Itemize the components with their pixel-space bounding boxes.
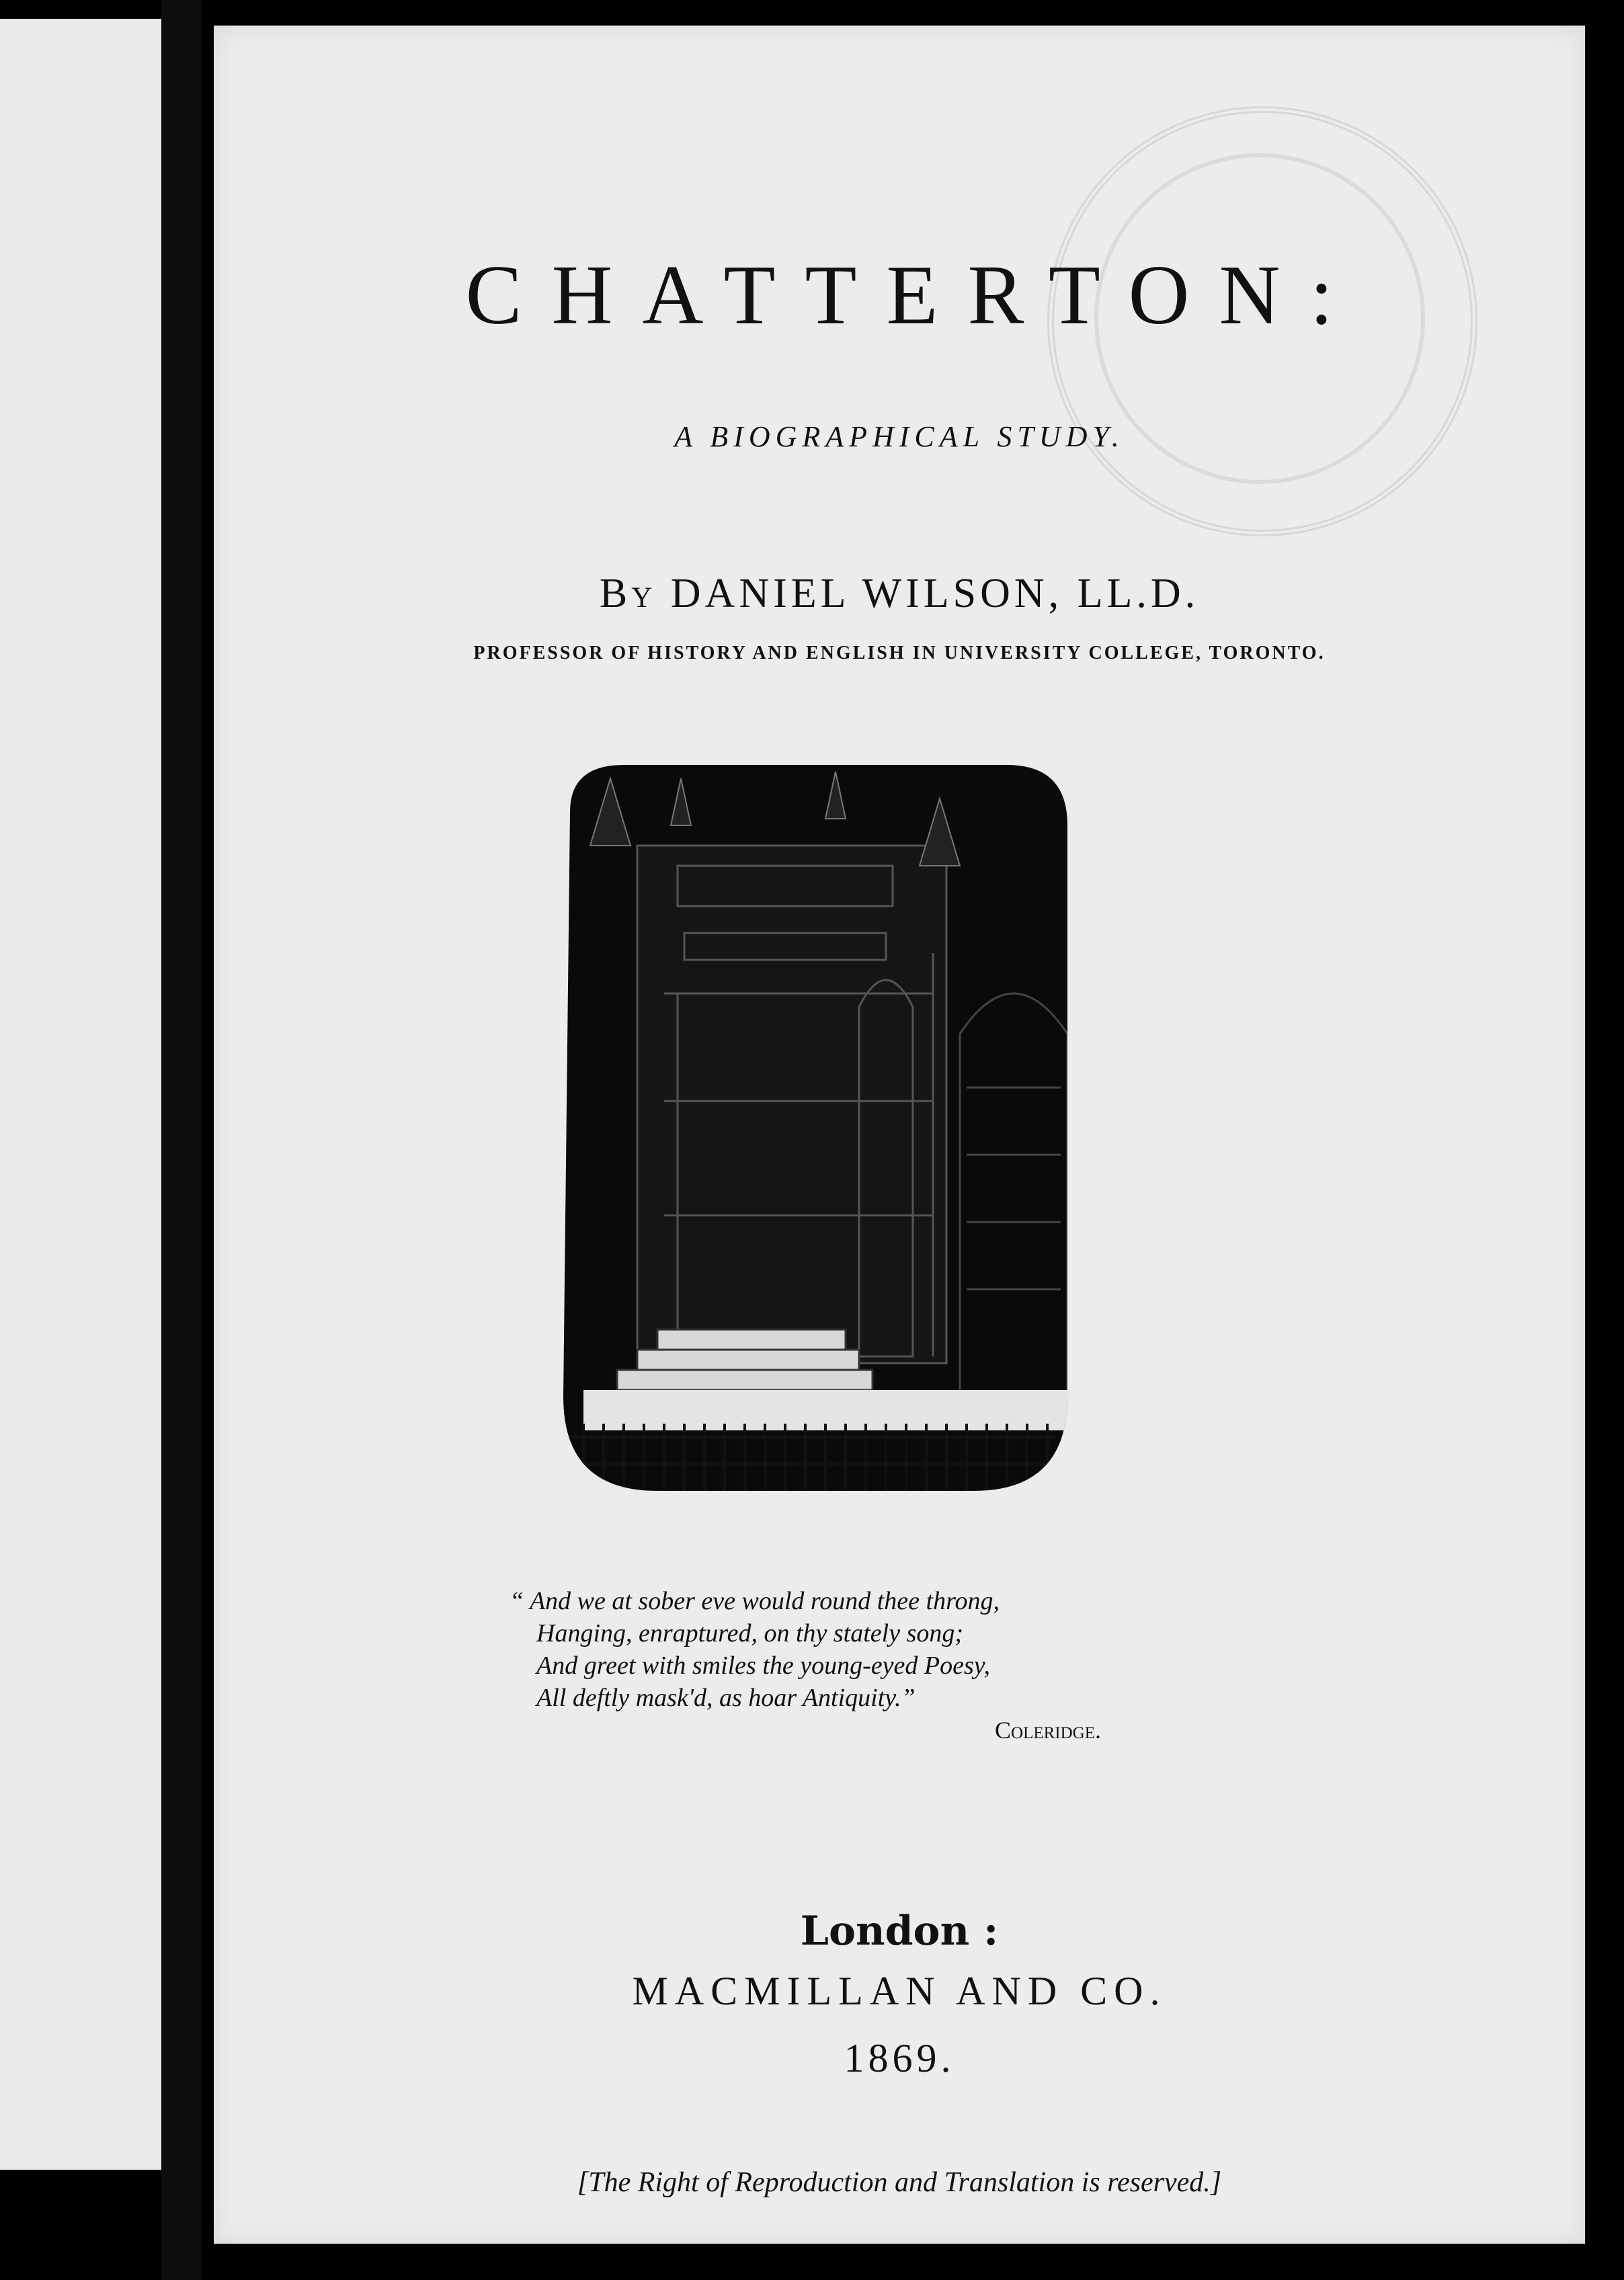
epigraph-line: Hanging, enraptured, on thy stately song; (536, 1619, 964, 1647)
epigraph (510, 1585, 1114, 1746)
epigraph-line: “ And we at sober eve would round thee throng, (510, 1587, 1000, 1615)
epigraph-line: All deftly mask'd, as hoar Antiquity.” (536, 1684, 916, 1712)
epigraph-attribution: Coleridge. (995, 1717, 1101, 1744)
tomb-engraving-icon (543, 751, 1081, 1518)
book-subtitle: A BIOGRAPHICAL STUDY. (674, 420, 1125, 453)
imprint-year: 1869. (844, 2036, 955, 2080)
author-name: DANIEL WILSON, LL.D. (670, 571, 1200, 616)
imprint-place: London : (800, 1908, 999, 1955)
epigraph-line: And greet with smiles the young-eyed Poesy, (536, 1652, 991, 1680)
book-title: CHATTERTON: (465, 249, 1363, 342)
imprint-publisher: MACMILLAN AND CO. (632, 1969, 1167, 2013)
author-title: PROFESSOR OF HISTORY AND ENGLISH IN UNIVERSITY COLLEGE, TORONTO. (473, 643, 1326, 663)
byline (214, 570, 1585, 618)
byline-by: By (599, 571, 657, 616)
rights-notice: [The Right of Reproduction and Translation is reserved.] (577, 2167, 1222, 2198)
book-gutter (161, 0, 202, 2280)
previous-page-edge (0, 19, 161, 2170)
title-page (214, 26, 1585, 2244)
